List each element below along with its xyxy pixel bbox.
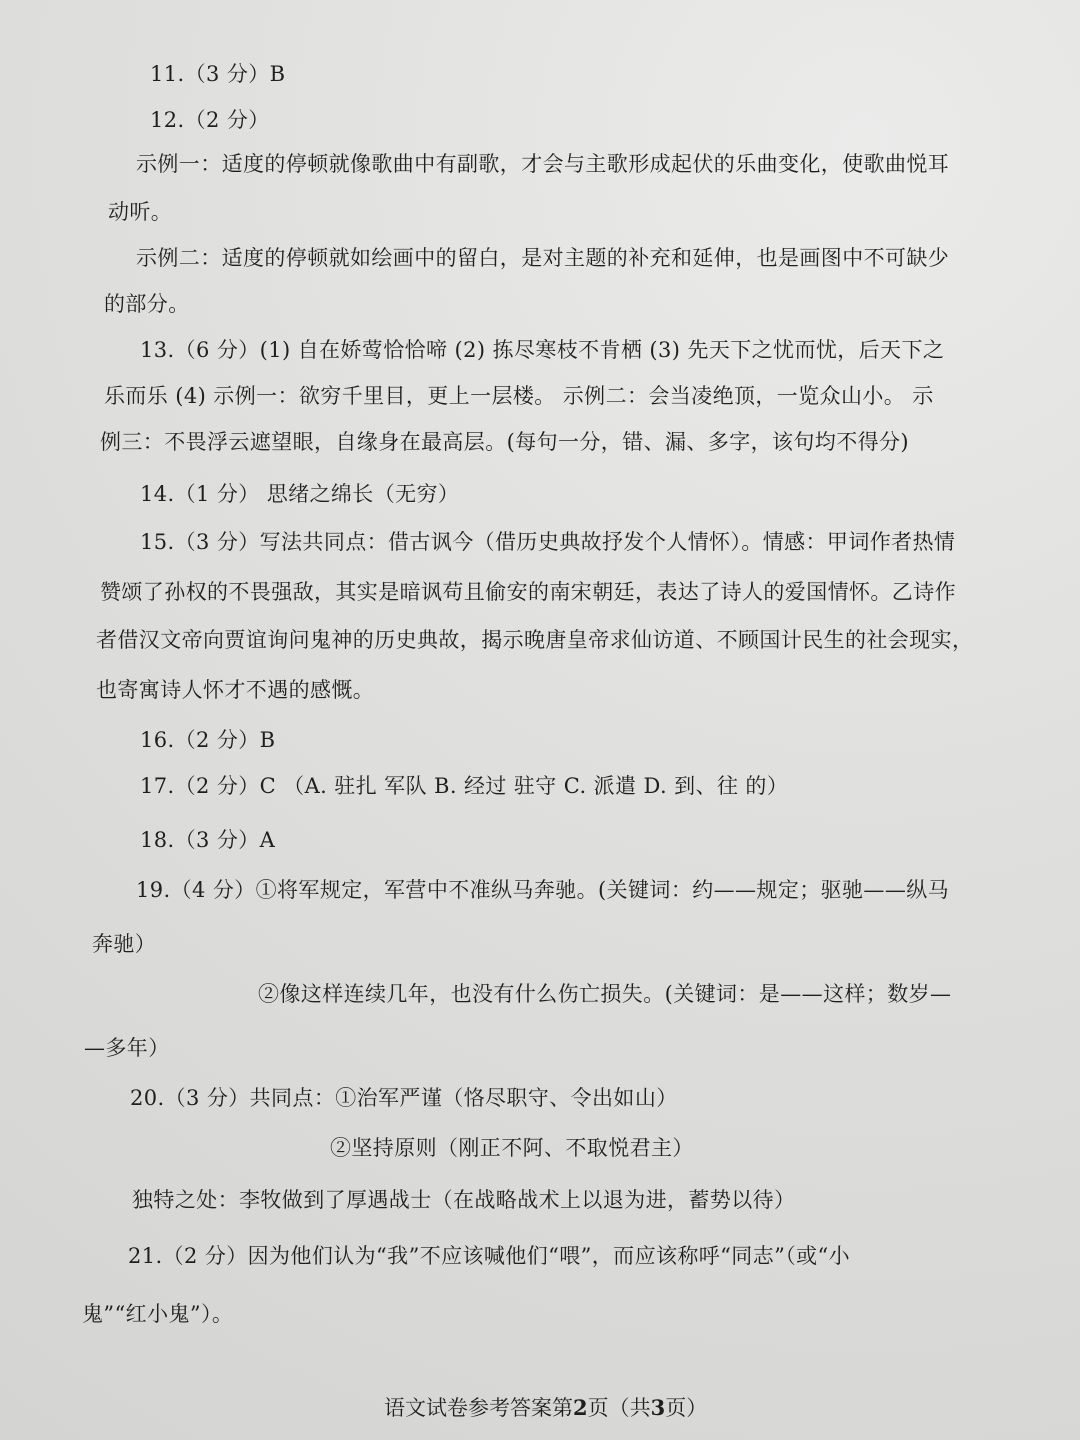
answer-15-cont-3: 也寄寓诗人怀才不遇的感慨。 — [96, 678, 375, 702]
footer-page-number: 2 — [573, 1395, 588, 1420]
answer-20-unique: 独特之处：李牧做到了厚遇战士（在战略战术上以退为进，蓄势以待） — [132, 1188, 796, 1212]
answer-19-item-2-cont: —多年） — [84, 1036, 170, 1060]
page-footer — [384, 1394, 707, 1422]
answer-14: 14.（1 分） 思绪之绵长（无穷） — [140, 482, 460, 506]
answer-20-common-2: ②坚持原则（刚正不阿、不取悦君主） — [330, 1136, 694, 1160]
answer-15-cont-1: 赞颂了孙权的不畏强敌，其实是暗讽苟且偷安的南宋朝廷，表达了诗人的爱国情怀。乙诗作 — [100, 580, 956, 604]
answer-20-common-1: 20.（3 分）共同点：①治军严谨（恪尽职守、令出如山） — [130, 1086, 678, 1110]
answer-12-example-2-cont: 的部分。 — [104, 292, 190, 316]
answer-19-item-1-cont: 奔驰） — [92, 932, 157, 956]
footer-middle: 页（共 — [587, 1396, 651, 1420]
answer-17: 17.（2 分）C （A. 驻扎 军队 B. 经过 驻守 C. 派遣 D. 到、往 的） — [140, 774, 789, 798]
answer-15-cont-2: 者借汉文帝向贾谊询问鬼神的历史典故，揭示晚唐皇帝求仙访道、不顾国计民生的社会现实， — [96, 628, 974, 652]
answer-13-cont-2: 例三：不畏浮云遮望眼，自缘身在最高层。(每句一分，错、漏、多字，该句均不得分) — [100, 430, 909, 454]
answer-21: 21.（2 分）因为他们认为“我”不应该喊他们“喂”，而应该称呼“同志”（或“小 — [128, 1244, 851, 1268]
footer-suffix: 页） — [665, 1396, 708, 1420]
answer-11: 11.（3 分）B — [150, 62, 286, 86]
answer-13: 13.（6 分）(1) 自在娇莺恰恰啼 (2) 拣尽寒枝不肯栖 (3) 先天下之忧而忧，后天下之 — [140, 338, 945, 362]
answer-12-heading: 12.（2 分） — [150, 108, 270, 132]
answer-19-item-1: 19.（4 分）①将军规定，军营中不准纵马奔驰。(关键词：约——规定；驱驰——纵马 — [136, 878, 950, 902]
footer-prefix: 语文试卷参考答案第 — [384, 1396, 573, 1420]
answer-12-example-1-cont: 动听。 — [108, 200, 173, 224]
answer-21-cont: 鬼”“红小鬼”）。 — [82, 1302, 234, 1326]
answer-16: 16.（2 分）B — [140, 728, 276, 752]
footer-total-pages: 3 — [650, 1395, 666, 1420]
answer-18: 18.（3 分）A — [140, 828, 276, 852]
answer-13-cont-1: 乐而乐 (4) 示例一：欲穷千里目，更上一层楼。 示例二：会当凌绝顶，一览众山小。 示 — [104, 384, 934, 408]
answer-12-example-1: 示例一：适度的停顿就像歌曲中有副歌，才会与主歌形成起伏的乐曲变化，使歌曲悦耳 — [136, 152, 950, 176]
answer-15: 15.（3 分）写法共同点：借古讽今（借历史典故抒发个人情怀）。情感：甲词作者热情 — [140, 530, 956, 554]
answer-19-item-2: ②像这样连续几年，也没有什么伤亡损失。(关键词：是——这样；数岁— — [258, 982, 952, 1006]
answer-12-example-2: 示例二：适度的停顿就如绘画中的留白，是对主题的补充和延伸，也是画图中不可缺少 — [136, 246, 950, 270]
